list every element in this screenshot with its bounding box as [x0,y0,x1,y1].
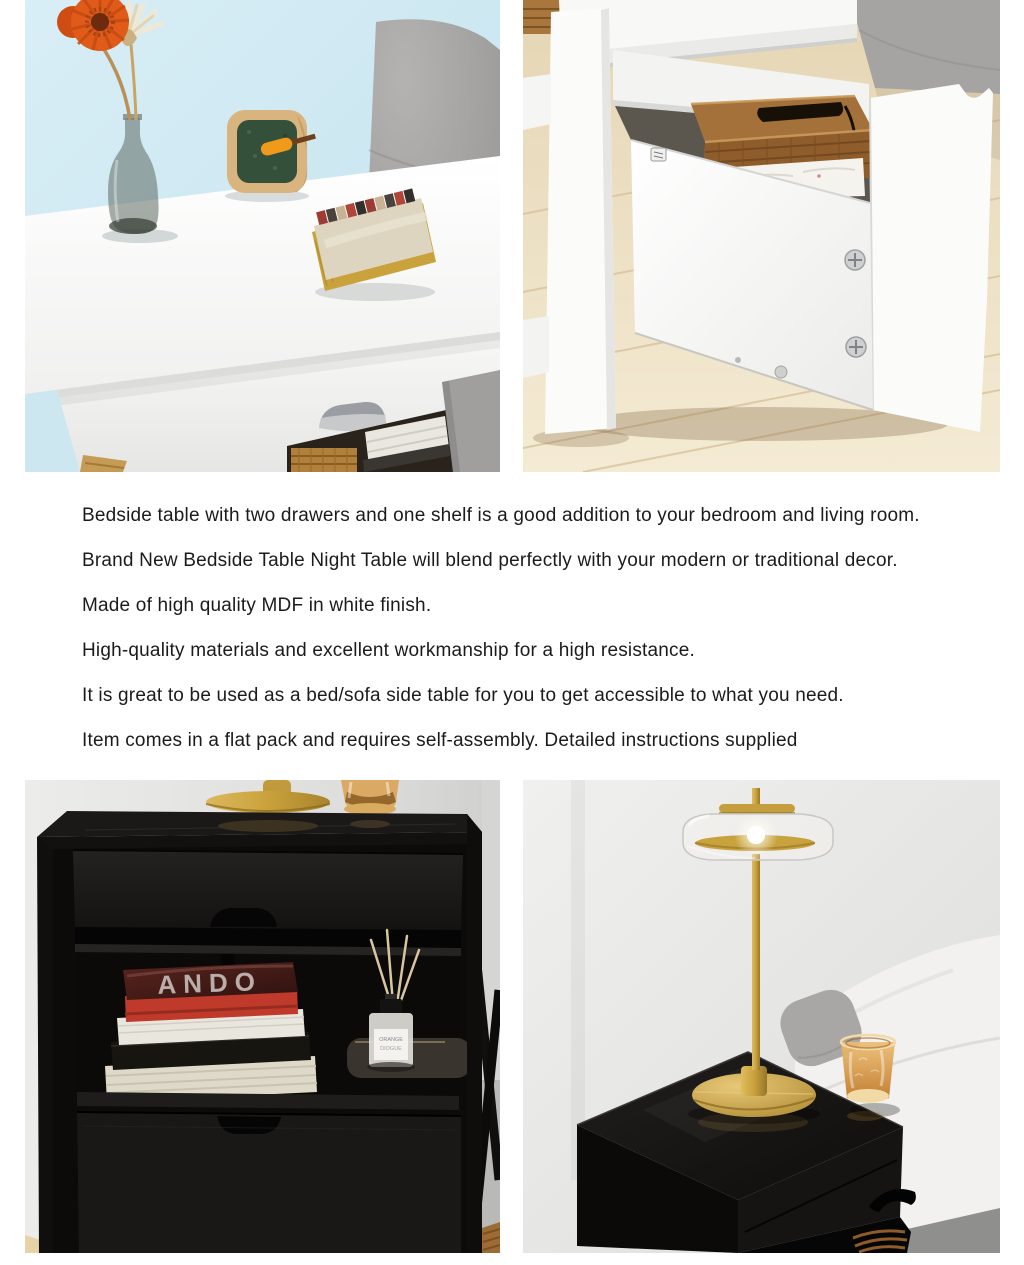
screw-bottom [846,337,866,357]
bottom-drawer [77,1112,461,1253]
description-line: High-quality materials and excellent workmanship for a high resistance. [82,640,695,661]
amber-glass-top [341,780,399,815]
table-side-frame [467,780,500,1253]
product-photo-white-drawer-open [523,0,1000,472]
diffuser-label-line1: ORANGE [379,1037,403,1043]
book-title: ANDO [156,966,263,1000]
screw-hole [735,357,741,363]
book-stack [105,962,317,1102]
screw-top [845,250,865,270]
screw-small [775,366,787,378]
woven-basket [291,448,357,472]
description-line: Bedside table with two drawers and one shelf is a good addition to your bedroom and living room. [82,505,920,526]
glass-lamp-shade [683,813,833,860]
description-line: Brand New Bedside Table Night Table will blend perfectly with your modern or traditional decor. [82,550,898,571]
wooden-clock [227,110,317,193]
description-line: It is great to be used as a bed/sofa side table for you to get accessible to what you need. [82,685,844,706]
drawer-side-panel [870,84,993,432]
top-drawer [73,850,463,930]
product-description [82,505,1007,775]
diffuser-label-line2: DIOGUE [380,1046,402,1052]
description-line: Item comes in a flat pack and requires self-assembly. Detailed instructions supplied [82,730,798,751]
table-top [37,811,482,849]
logo-sticker [651,148,666,161]
product-photo-white-table-decor [25,0,500,472]
product-photo-black-table-shelf [25,780,500,1253]
description-line: Made of high quality MDF in white finish. [82,595,432,616]
wall-corner-shade [571,780,585,1180]
table-left-leg [37,837,53,1253]
bed-rail-left-upper [523,74,551,130]
product-photo-black-table-lamp [523,780,1000,1253]
bed-rail-left-lower [523,316,549,378]
